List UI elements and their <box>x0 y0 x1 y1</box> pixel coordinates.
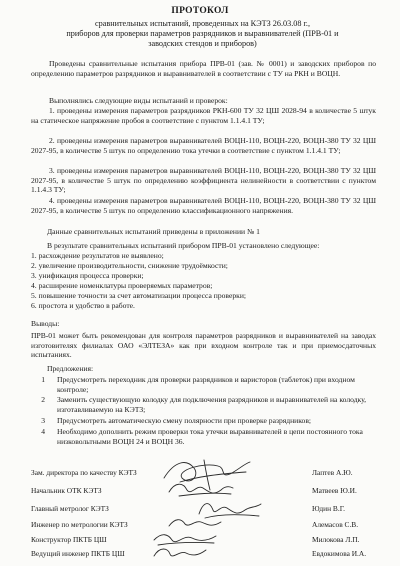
signatory-title: Зам. директора по качеству КЭТЗ <box>31 468 137 477</box>
appendix-note: Данные сравнительных испытаний приведены в приложении № 1 <box>47 227 260 236</box>
signature-6 <box>150 544 210 562</box>
signatory-name: Милокова Л.П. <box>312 535 360 544</box>
signatory-title: Конструктор ПКТБ ЦШ <box>31 535 107 544</box>
subtitle-line-3: заводских стендов и приборов) <box>148 39 257 48</box>
intro-paragraph: Проведены сравнительные испытания прибора ПРВ-01 (зав. № 0001) и заводских приборов по определению параметров разрядников и выравнивателей в соответствии с ТУ на РКН и ВОЦН. <box>31 59 376 78</box>
subtitle-line-2: приборов для проверки параметров разрядников и выравнивателей (ПРВ-01 и <box>66 29 339 38</box>
signatory-title: Ведущий инженер ПКТБ ЦШ <box>31 549 125 558</box>
document-title: ПРОТОКОЛ <box>171 6 229 16</box>
result-item: 4. расширение номенклатуры проверяемых параметров; <box>31 281 213 290</box>
signatory-name: Юдин В.Г. <box>312 504 345 513</box>
proposal-text: Заменить существующую колодку для подключения разрядников и выравнивателей на колодку, изготавливаемую на КЭТЗ; <box>57 395 367 414</box>
signatory-name: Лаптев А.Ю. <box>312 468 353 477</box>
proposal-number: 2 <box>41 395 45 404</box>
signatory-title: Начальник ОТК КЭТЗ <box>31 486 102 495</box>
proposal-text: Предусмотреть автоматическую смену полярности при проверке разрядников; <box>57 416 312 425</box>
result-item: 1. расхождение результатов не выявлено; <box>31 251 164 260</box>
test-item: 2. проведены измерения параметров выравнивателей ВОЦН-110, ВОЦН-220, ВОЦН-380 ТУ 32 ЦШ 2027-95, в количестве 5 штук по определению тока утечки в соответствие с пунктом 1.1.4.1 ТУ; <box>31 136 376 155</box>
conclusions-paragraph: ПРВ-01 может быть рекомендован для контроля параметров разрядников и выравнивателей на заводах изготовителях филиалах ОАО «ЭЛТЕЗА» как при входном контроле так и при приемосдаточных испытаниях. <box>31 331 376 360</box>
test-item: 3. проведены измерения параметров выравнивателей ВОЦН-110, ВОЦН-220, ВОЦН-380 ТУ 32 ЦШ 2027-95, в количестве 5 штук по определению коэффициента нелинейности в соответствии с пунктом 1.1.4.3 ТУ; <box>31 166 376 195</box>
result-item: 5. повышение точности за счет автоматизации процесса проверки; <box>31 291 247 300</box>
signatory-title: Инженер по метрологии КЭТЗ <box>31 520 128 529</box>
tests-heading: Выполнялись следующие виды испытаний и проверок: <box>49 96 228 105</box>
proposal-text: Предусмотреть переходник для проверки разрядников и варисторов (таблеток) при входном контроле; <box>57 375 355 394</box>
subtitle-line-1: сравнительных испытаний, проведенных на КЭТЗ 26.03.08 г., <box>94 19 311 28</box>
test-item: 1. проведены измерения параметров разрядников РКН-600 ТУ 32 ЦШ 2028-94 в количестве 5 штук на статическое напряжение пробоя в соответствие с пунктом 1.1.4.1 ТУ; <box>31 106 376 125</box>
conclusions-heading: Выводы: <box>31 319 60 328</box>
proposal-number: 3 <box>41 416 45 425</box>
proposal-number: 1 <box>41 375 45 384</box>
proposals-heading: Предложения: <box>47 364 94 373</box>
result-item: 6. простота и удобство в работе. <box>31 301 135 310</box>
signatory-name: Алемасов С.В. <box>312 520 359 529</box>
proposal-text: Необходимо дополнить режим проверки тока утечки выравнивателей в цепи постоянного тока низковольтными ВОЦН 24 и ВОЦН 36. <box>57 427 363 446</box>
signatory-title: Главный метролог КЭТЗ <box>31 504 109 513</box>
result-item: 3. унификация процесса проверки; <box>31 271 144 280</box>
results-heading: В результате сравнительных испытаний прибором ПРВ-01 установлено следующее: <box>47 241 320 250</box>
signatory-name: Матвеев Ю.И. <box>312 486 357 495</box>
signatory-name: Евдокимова И.А. <box>312 549 367 558</box>
result-item: 2. увеличение производительности, снижение трудоёмкости; <box>31 261 228 270</box>
test-item: 4. проведены измерения параметров выравнивателей ВОЦН-110, ВОЦН-220, ВОЦН-380 ТУ 32 ЦШ 2027-95, в количестве 5 штук по определению классификационного напряжения. <box>31 196 376 215</box>
proposal-number: 4 <box>41 427 45 436</box>
